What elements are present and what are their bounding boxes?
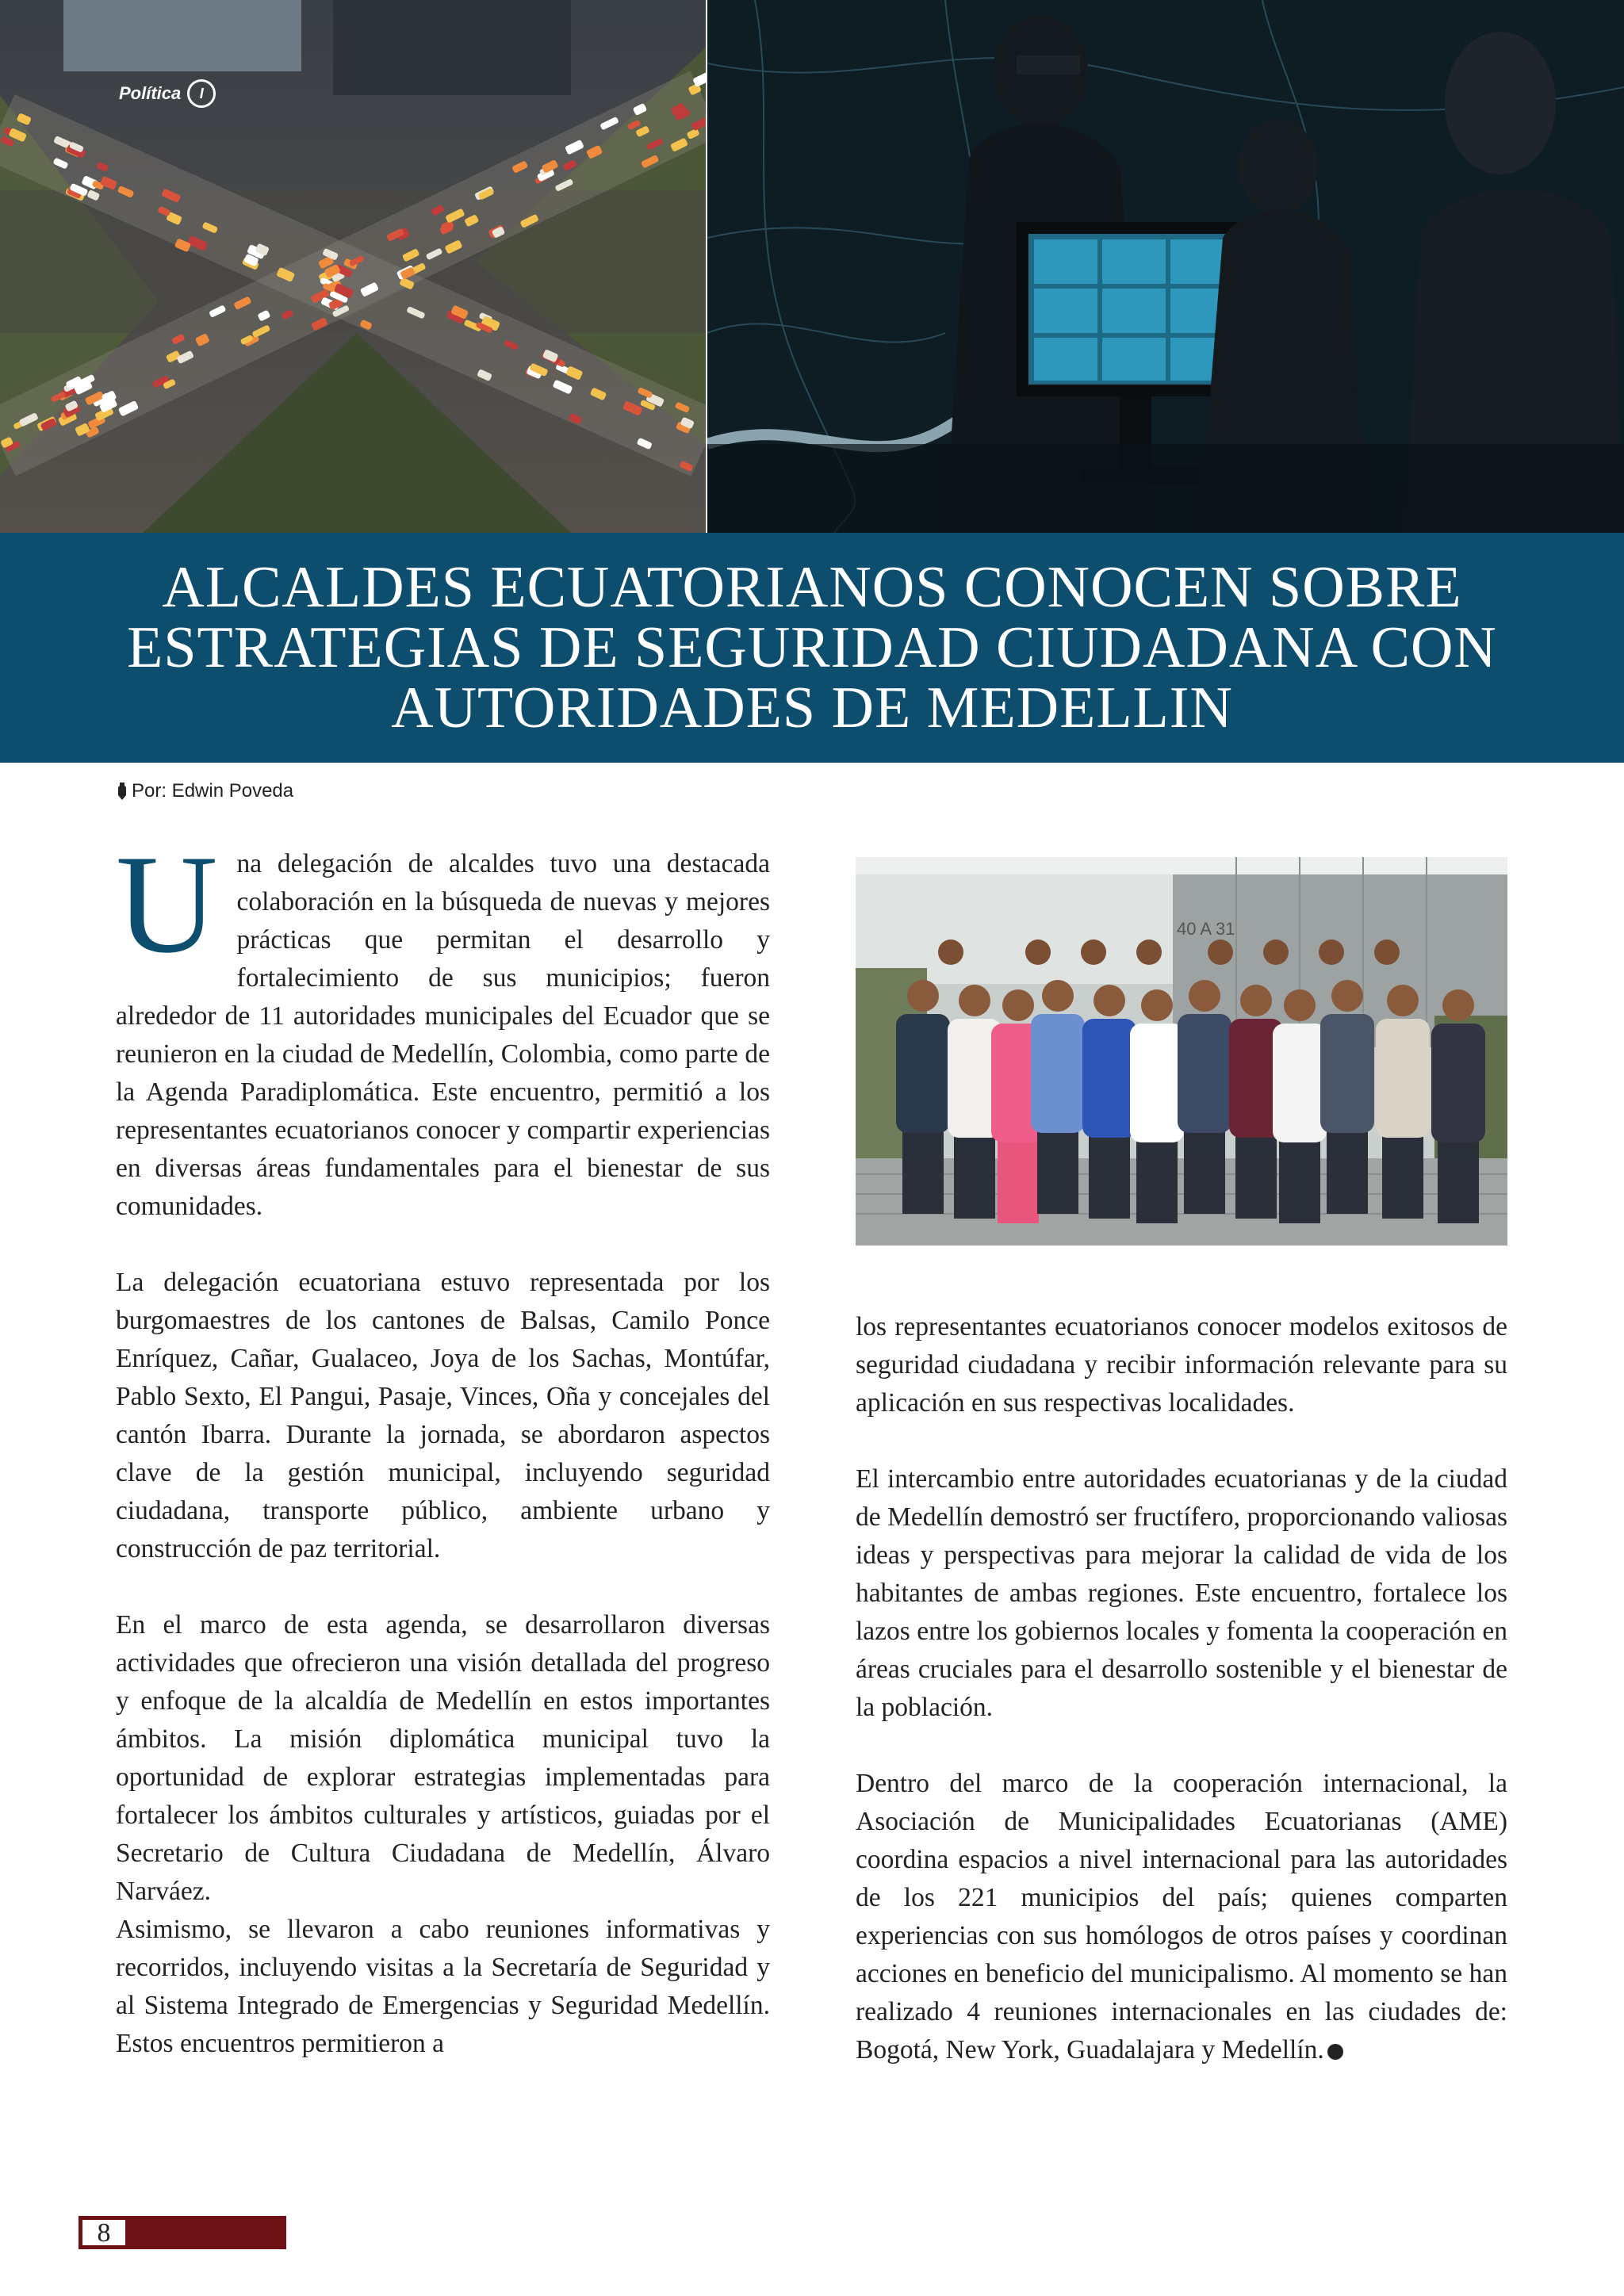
page-number-bar: [79, 2216, 286, 2249]
paragraph-7-text: Dentro del marco de la cooperación internacional, la Asociación de Municipalidades Ecuatorianas (AME) coordina espacios a nivel internacional para las autoridades de los 221 municipios del país; quienes comparten experiencias con sus homólogos de otros países y coordinan acciones en beneficio del municipalismo. Al momento se han realizado 4 reuniones internacionales en las ciudades de: Bogotá, New York, Guadalajara y Medellín.: [856, 1769, 1507, 2064]
paragraph-6: El intercambio entre autoridades ecuatorianas y de la ciudad de Medellín demostró ser fructífero, proporcionando valiosas ideas y perspectivas para mejorar la calidad de vida de los habitantes de ambas regiones. Este encuentro, fortalece los lazos entre los gobiernos locales y fomenta la cooperación en áreas cruciales para el desarrollo sostenible y el bienestar de la población.: [856, 1464, 1507, 1722]
hero-image-traffic: [0, 0, 706, 533]
end-mark-icon: [1327, 2044, 1343, 2060]
title-banner: [0, 533, 1624, 763]
hero-image-control-room: [707, 0, 1624, 533]
hero-images: [0, 0, 1624, 533]
paragraph-3: En el marco de esta agenda, se desarrollaron diversas actividades que ofrecieron una visión detallada del progreso y enfoque de la alcaldía de Medellín en estos importantes ámbitos. La misión diplomática municipal tuvo la oportunidad de explorar estrategias implementadas para fortalecer los ámbitos culturales y artísticos, guiadas por el Secretario de Cultura Ciudadana de Medellín, Álvaro Narváez.: [116, 1610, 770, 1906]
paragraph-5: los representantes ecuatorianos conocer modelos exitosos de seguridad ciudadana y recibir información relevante para su aplicación en sus respectivas localidades.: [856, 1312, 1507, 1418]
paragraph-4: Asimismo, se llevaron a cabo reuniones informativas y recorridos, incluyendo visitas a la Secretaría de Seguridad y al Sistema Integrado de Emergencias y Seguridad Medellín. Estos encuentros permitieron a: [116, 1915, 770, 2058]
byline: [116, 780, 293, 802]
section-label: Política: [119, 83, 182, 103]
paragraph-2: La delegación ecuatoriana estuvo representada por los burgomaestres de los cantones de Balsas, Camilo Ponce Enríquez, Cañar, Gualaceo, Joya de los Sachas, Montúfar, Pablo Sexto, El Pangui, Pasaje, Vinces, Oña y concejales del cantón Ibarra. Durante la jornada, se abordaron aspectos clave de la gestión municipal, incluyendo seguridad ciudadana, transporte público, ambiente urbano y construcción de paz territorial.: [116, 1268, 770, 1563]
section-icon: I: [187, 79, 216, 108]
group-photo: [856, 857, 1507, 1246]
paragraph-1-text: na delegación de alcaldes tuvo una destacada colaboración en la búsqueda de nuevas y mejores prácticas que permitan el desarrollo y fortalecimiento de sus municipios; fueron alrededor de 11 autoridades municipales del Ecuador que se reunieron en la ciudad de Medellín, Colombia, como parte de la Agenda Paradiplomática. Este encuentro, permitió a los representantes ecuatorianos conocer y compartir experiencias en diversas áreas fundamentales para el bienestar de sus comunidades.: [116, 849, 770, 1221]
paragraph-1: [116, 825, 770, 1226]
article-column-left: [116, 825, 770, 2101]
dropcap: U: [116, 825, 218, 982]
paragraph-7: [856, 1765, 1507, 2069]
article-title: ALCALDES ECUATORIANOS CONOCEN SOBRE ESTRATEGIAS DE SEGURIDAD CIUDADANA CON AUTORIDADES DE MEDELLIN: [127, 555, 1497, 740]
article-column-right: [856, 1308, 1507, 2107]
photo-sign: 40 A 31: [1177, 919, 1235, 939]
section-tag: [119, 79, 216, 108]
pen-icon: [116, 783, 128, 800]
byline-text: Por: Edwin Poveda: [132, 780, 294, 802]
page-number: 8: [82, 2220, 125, 2245]
